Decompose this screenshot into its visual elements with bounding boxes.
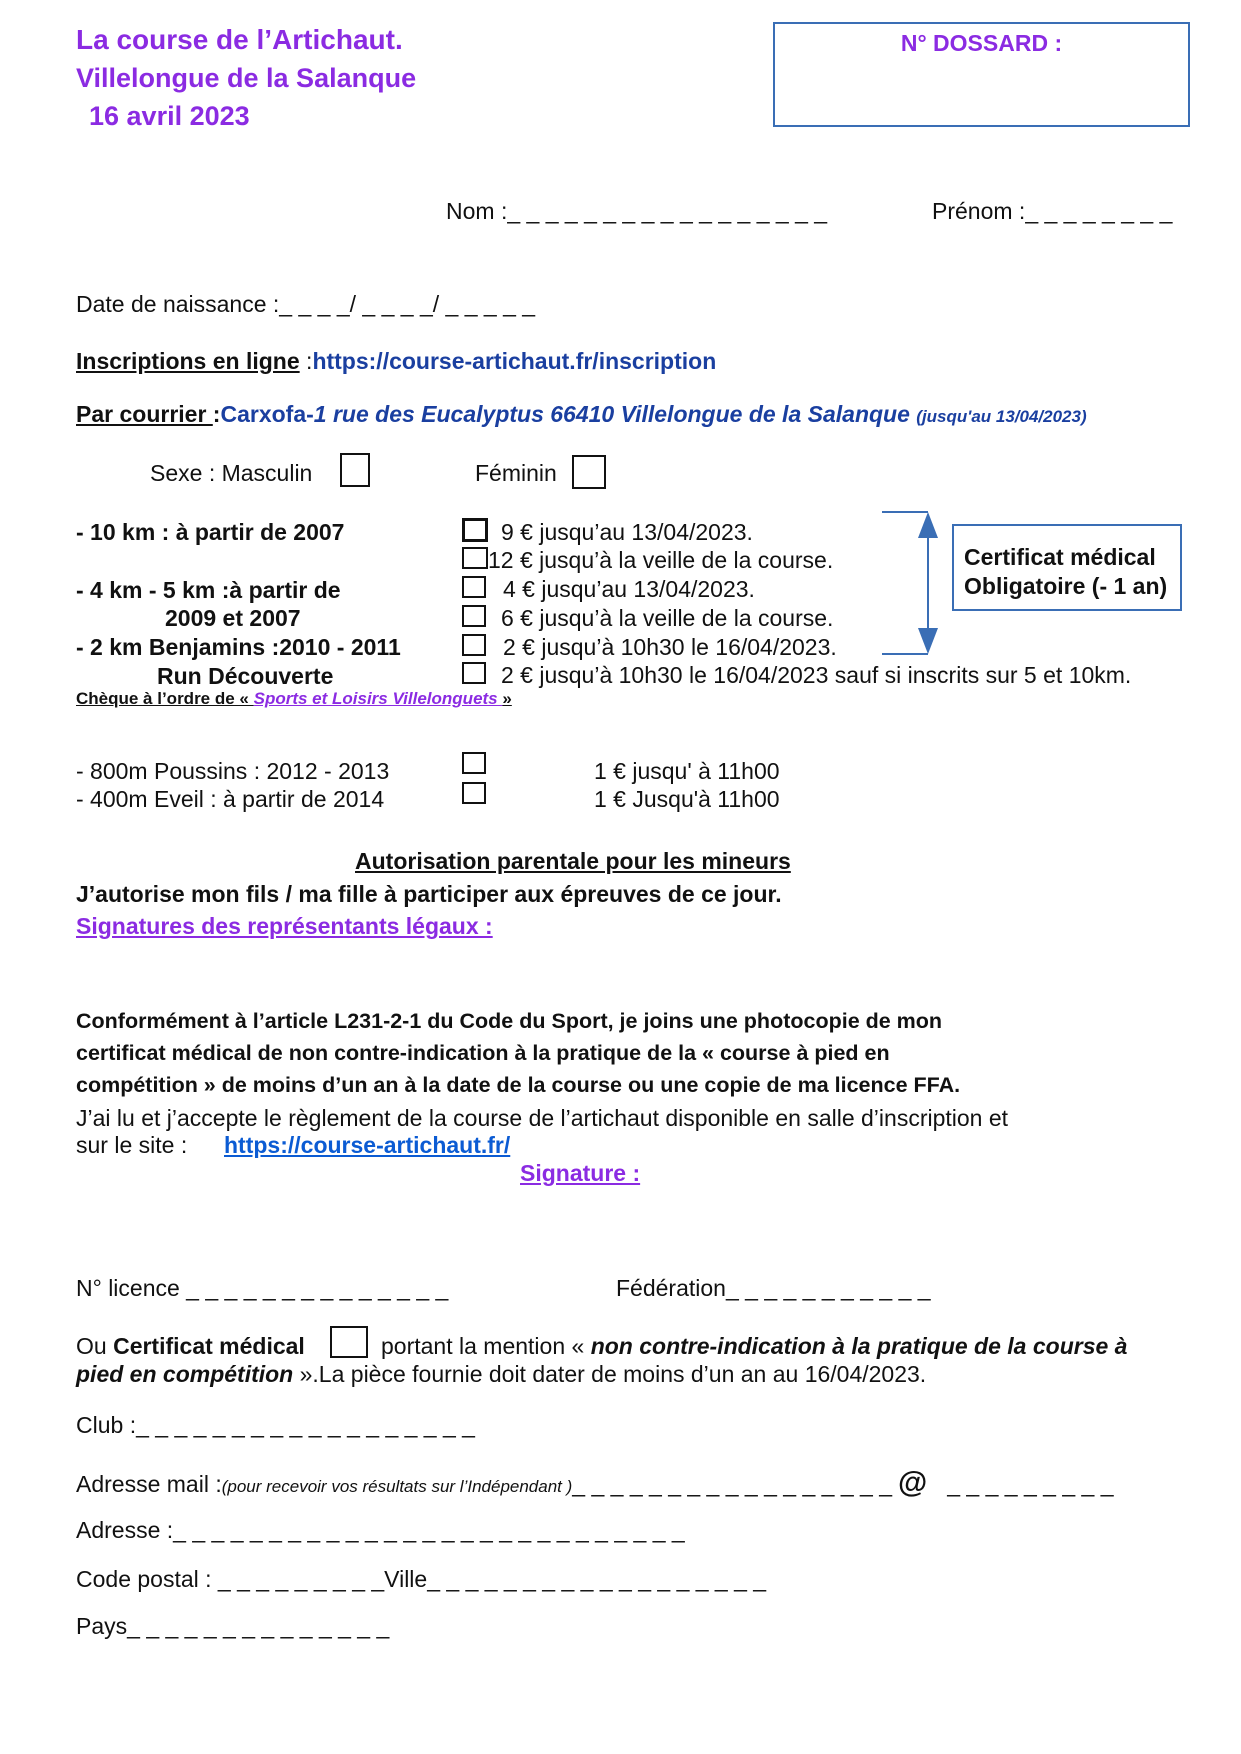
conformity-line4: J’ai lu et j’accepte le règlement de la course de l’artichaut disponible en salle d’inscription et <box>76 1105 1009 1131</box>
pays-field[interactable]: Pays_ _ _ _ _ _ _ _ _ _ _ _ _ _ <box>76 1613 390 1639</box>
dossard-label: N° DOSSARD : <box>900 30 1063 56</box>
kids-800m-price: 1 € jusqu' à 11h00 <box>594 758 780 784</box>
price-checkbox-1[interactable] <box>462 518 488 542</box>
certificat-mention-italic: non contre-indication à la pratique de la course à <box>590 1333 1128 1359</box>
kids-400m-checkbox[interactable] <box>462 782 486 804</box>
price-checkbox-4[interactable] <box>462 605 486 627</box>
conformity-site-prefix: sur le site : <box>76 1132 188 1158</box>
adresse-field[interactable]: Adresse :_ _ _ _ _ _ _ _ _ _ _ _ _ _ _ _ _ _ _ _ _ _ _ _ _ _ _ <box>76 1517 685 1543</box>
conformity-line3: compétition » de moins d’un an à la date de la course ou une copie de ma licence FFA. <box>76 1073 961 1097</box>
nom-field[interactable]: Nom :_ _ _ _ _ _ _ _ _ _ _ _ _ _ _ _ _ <box>446 198 828 224</box>
certificat-mention <box>381 1333 1127 1360</box>
conformity-site-line <box>76 1132 187 1159</box>
mail-field-note: (pour recevoir vos résultats sur l’Indépendant ) <box>221 1477 573 1496</box>
prenom-field[interactable]: Prénom :_ _ _ _ _ _ _ _ <box>932 198 1173 224</box>
price-checkbox-6[interactable] <box>462 662 486 684</box>
parental-signatures: Signatures des représentants légaux : <box>76 913 493 939</box>
price-10km-early: 9 € jusqu’au 13/04/2023. <box>501 519 753 545</box>
mail-field-label: Adresse mail : <box>76 1471 222 1497</box>
price-5km-early: 4 € jusqu’au 13/04/2023. <box>503 576 755 602</box>
bracket-arrow-icon <box>880 508 940 658</box>
kids-800m-checkbox[interactable] <box>462 752 486 774</box>
mail-field[interactable] <box>76 1466 1114 1500</box>
dossard-box <box>773 22 1190 127</box>
price-5km-late: 6 € jusqu’à la veille de la course. <box>501 605 834 631</box>
certificat-ou: Ou <box>76 1333 114 1359</box>
mail-deadline: (jusqu'au 13/04/2023) <box>916 407 1087 426</box>
certificat-label: Certificat médical <box>113 1333 305 1359</box>
price-run: 2 € jusqu’à 10h30 le 16/04/2023 sauf si inscrits sur 5 et 10km. <box>501 662 1132 688</box>
mail-field-blank2: _ _ _ _ _ _ _ _ _ <box>947 1471 1114 1497</box>
mail-field-blank1: _ _ _ _ _ _ _ _ _ _ _ _ _ _ _ _ _ <box>572 1471 892 1497</box>
licence-field[interactable]: N° licence _ _ _ _ _ _ _ _ _ _ _ _ _ _ <box>76 1275 449 1301</box>
parental-title: Autorisation parentale pour les mineurs <box>355 848 791 874</box>
race-2km-name: - 2 km Benjamins :2010 - 2011 <box>76 634 401 660</box>
price-10km-late: 12 € jusqu’à la veille de la course. <box>488 547 834 573</box>
certificat-box-line1: Certificat médical <box>964 544 1156 570</box>
kids-800m-name: - 800m Poussins : 2012 - 2013 <box>76 758 390 784</box>
race-10km-name: - 10 km : à partir de 2007 <box>76 519 345 545</box>
price-2km: 2 € jusqu’à 10h30 le 16/04/2023. <box>503 634 837 660</box>
price-checkbox-2[interactable] <box>462 547 488 569</box>
certificat-box <box>952 524 1182 611</box>
certificat-line-1 <box>76 1333 305 1360</box>
online-label: Inscriptions en ligne <box>76 348 300 374</box>
conformity-line2: certificat médical de non contre-indication à la pratique de la « course à pied en <box>76 1041 890 1065</box>
race-place: Villelongue de la Salanque <box>76 63 417 93</box>
site-link[interactable]: https://course-artichaut.fr/ <box>224 1132 511 1158</box>
feminin-label: Féminin <box>475 460 557 486</box>
certificat-line2-rest: ».La pièce fournie doit dater de moins d’un an au 16/04/2023. <box>293 1361 927 1387</box>
certificat-mention-prefix: portant la mention « <box>381 1333 591 1359</box>
federation-field[interactable]: Fédération_ _ _ _ _ _ _ _ _ _ _ <box>616 1275 931 1301</box>
mail-label: Par courrier <box>76 401 213 427</box>
certificat-checkbox[interactable] <box>330 1326 368 1358</box>
race-title: La course de l’Artichaut. <box>76 24 403 55</box>
club-field[interactable]: Club :_ _ _ _ _ _ _ _ _ _ _ _ _ _ _ _ _ _ <box>76 1412 475 1438</box>
race-2km-run: Run Découverte <box>157 663 334 689</box>
mail-address: 1 rue des Eucalyptus 66410 Villelongue de la Salanque <box>313 401 910 427</box>
cheque-payee: Sports et Loisirs Villelonguets <box>253 689 503 708</box>
price-checkbox-5[interactable] <box>462 634 486 656</box>
certificat-line-2 <box>76 1361 926 1388</box>
race-5km-name: - 4 km - 5 km :à partir de <box>76 577 341 603</box>
cp-ville-field[interactable]: Code postal : _ _ _ _ _ _ _ _ _Ville_ _ _ _ _ _ _ _ _ _ _ _ _ _ _ _ _ _ <box>76 1566 767 1592</box>
mail-line <box>76 401 1087 428</box>
cheque-line <box>76 689 512 709</box>
kids-400m-price: 1 € Jusqu'à 11h00 <box>594 786 780 812</box>
mail-sep: : <box>212 401 221 427</box>
mail-name: Carxofa- <box>220 401 314 427</box>
online-url[interactable]: https://course-artichaut.fr/inscription <box>312 348 717 374</box>
naissance-field[interactable]: Date de naissance :_ _ _ _/ _ _ _ _/ _ _ _ _ _ <box>76 291 536 317</box>
masculin-checkbox[interactable] <box>340 453 370 487</box>
cheque-suffix: » <box>502 689 512 708</box>
online-line <box>76 348 716 375</box>
feminin-checkbox[interactable] <box>572 455 606 489</box>
kids-400m-name: - 400m Eveil : à partir de 2014 <box>76 786 385 812</box>
sexe-label: Sexe : Masculin <box>150 460 313 486</box>
parental-text: J’autorise mon fils / ma fille à participer aux épreuves de ce jour. <box>76 881 782 907</box>
price-checkbox-3[interactable] <box>462 576 486 598</box>
race-5km-years: 2009 et 2007 <box>165 605 301 631</box>
at-sign: @ <box>897 1466 928 1499</box>
conformity-line1: Conformément à l’article L231-2-1 du Code du Sport, je joins une photocopie de mon <box>76 1009 943 1033</box>
race-date: 16 avril 2023 <box>89 101 250 131</box>
online-sep: : <box>299 348 313 374</box>
certificat-line2-italic: pied en compétition <box>76 1361 294 1387</box>
signature-label: Signature : <box>520 1160 641 1186</box>
cheque-prefix: Chèque à l’ordre de « <box>76 689 254 708</box>
certificat-box-line2: Obligatoire (- 1 an) <box>964 573 1168 599</box>
